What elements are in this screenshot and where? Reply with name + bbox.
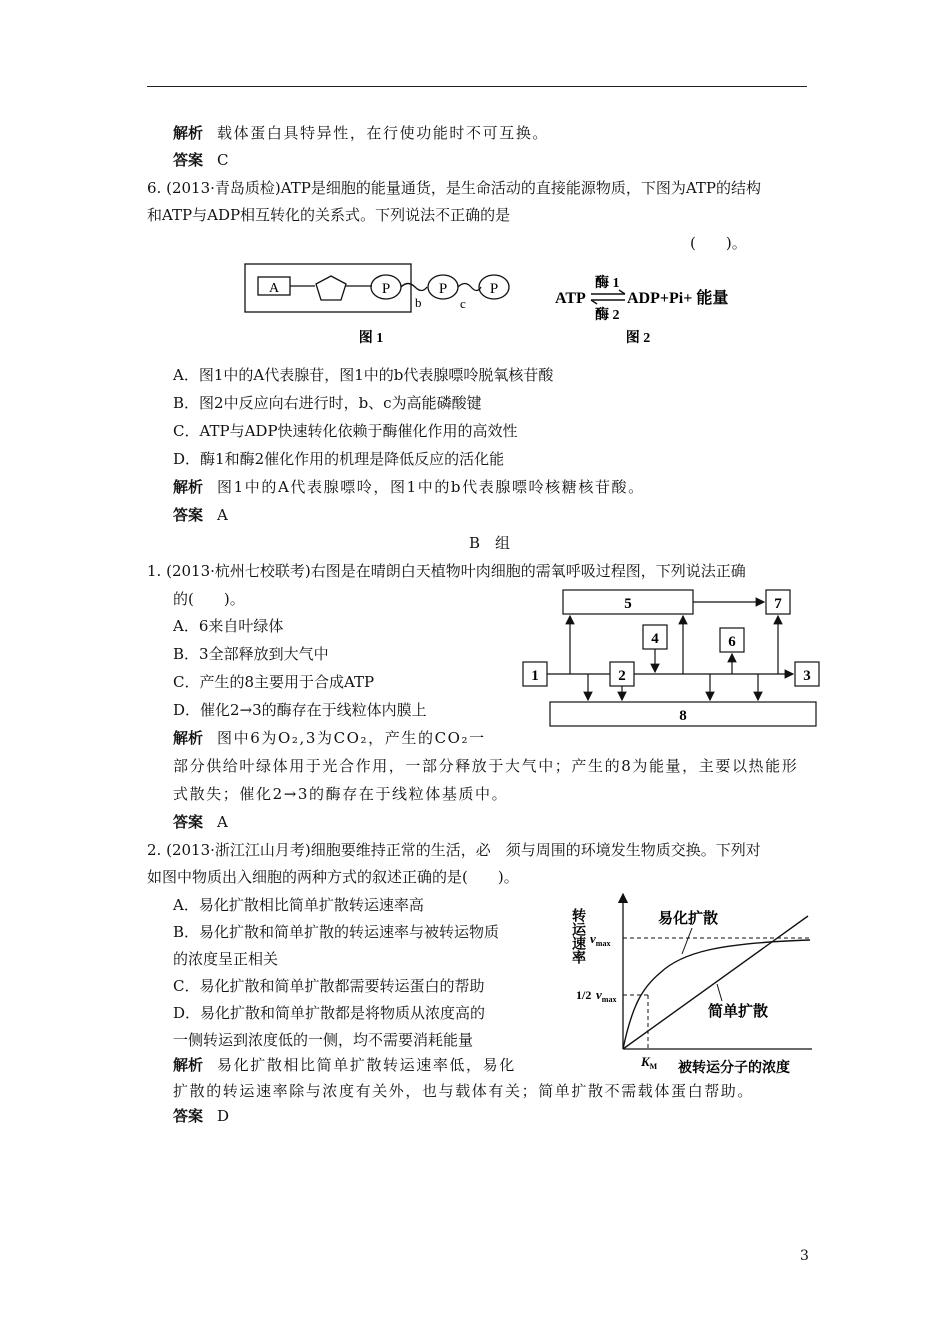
- svg-text:5: 5: [624, 596, 632, 612]
- b1-option-c: C．产生的8主要用于合成ATP: [173, 673, 375, 691]
- half-vmax-label: $v_{max}$: [596, 987, 617, 1004]
- svg-text:c: c: [460, 296, 466, 311]
- y-axis-label: 转运速率: [570, 908, 586, 964]
- q6-analysis: 解析 图1中的A代表腺嘌呤，图1中的b代表腺嘌呤核糖核苷酸。: [173, 478, 645, 496]
- svg-text:8: 8: [679, 708, 687, 724]
- b2-option-d-line2: 一侧转运到浓度低的一侧，均不需要消耗能量: [173, 1031, 474, 1049]
- curve2-label: 简单扩散: [708, 1002, 769, 1020]
- q6-option-b: B．图2中反应向右进行时，b、c为高能磷酸键: [173, 394, 482, 412]
- b2-option-c: C．易化扩散和简单扩散都需要转运蛋白的帮助: [173, 977, 485, 995]
- group-b-heading: B 组: [469, 534, 511, 552]
- b2-option-b-line1: B．易化扩散和简单扩散的转运速率与被转运物质: [173, 923, 500, 941]
- b2-answer: 答案 D: [173, 1107, 230, 1125]
- b1-stem-line1: 1. (2013·杭州七校联考)右图是在晴朗白天植物叶肉细胞的需氧呼吸过程图，下列说法正确: [147, 562, 746, 580]
- svg-text:4: 4: [651, 631, 659, 647]
- svg-text:酶 2: 酶 2: [595, 308, 620, 323]
- svg-text:酶 1: 酶 1: [595, 276, 620, 291]
- b2-option-b-line2: 的浓度呈正相关: [173, 950, 279, 968]
- svg-text:图 2: 图 2: [625, 331, 651, 346]
- facilitated-diffusion-curve: [623, 940, 810, 1049]
- respiration-diagram: [520, 585, 825, 730]
- svg-text:A: A: [268, 281, 280, 296]
- diffusion-rate-chart: [560, 888, 820, 1080]
- q6-answer: 答案 A: [173, 506, 228, 524]
- q5-analysis: 解析 载体蛋白具特异性，在行使功能时不可互换。: [173, 124, 550, 142]
- svg-text:P: P: [438, 281, 448, 297]
- b2-analysis-line1: 解析 易化扩散相比简单扩散转运速率低，易化: [173, 1056, 516, 1074]
- page-number: 3: [800, 1248, 809, 1264]
- curve1-label: 易化扩散: [658, 909, 719, 927]
- q6-stem-line2: 和ATP与ADP相互转化的关系式。下列说法不正确的是: [147, 206, 511, 224]
- svg-text:P: P: [381, 281, 391, 297]
- half-label: 1/2: [576, 988, 592, 1002]
- svg-text:ATP: ATP: [555, 290, 586, 307]
- b1-analysis-line2: 部分供给叶绿体用于光合作用，一部分释放于大气中；产生的8为能量，主要以热能形: [173, 757, 799, 775]
- atp-structure-figure: [243, 262, 518, 350]
- svg-text:7: 7: [774, 596, 782, 612]
- svg-text:b: b: [415, 295, 422, 310]
- b2-stem-line2: 如图中物质出入细胞的两种方式的叙述正确的是( )。: [147, 868, 519, 886]
- b1-analysis-line3: 式散失；催化2→3的酶存在于线粒体基质中。: [173, 785, 509, 803]
- b2-stem-line1: 2. (2013·浙江江山月考)细胞要维持正常的生活，必 须与周围的环境发生物质交换。下列对: [147, 841, 761, 859]
- svg-text:图 1: 图 1: [358, 331, 384, 346]
- svg-text:P: P: [489, 281, 499, 297]
- b1-stem-line2: 的( )。: [173, 590, 245, 608]
- q6-blank: ( )。: [690, 234, 747, 252]
- b2-option-d-line1: D．易化扩散和简单扩散都是将物质从浓度高的: [173, 1004, 486, 1022]
- b1-option-a: A．6来自叶绿体: [173, 617, 284, 635]
- b1-answer: 答案 A: [173, 813, 228, 831]
- q5-answer: 答案 C: [173, 151, 229, 169]
- q6-option-d: D．酶1和酶2催化作用的机理是降低反应的活化能: [173, 450, 505, 468]
- vmax-label: $v_{max}$: [590, 931, 611, 948]
- b1-analysis-line1: 解析 图中6为O₂,3为CO₂，产生的CO₂一: [173, 729, 486, 747]
- svg-text:2: 2: [618, 668, 626, 684]
- b2-analysis-line2: 扩散的转运速率除与浓度有关外，也与载体有关；简单扩散不需载体蛋白帮助。: [173, 1082, 755, 1100]
- svg-text:1: 1: [531, 668, 539, 684]
- atp-adp-equation-figure: [553, 270, 753, 350]
- b1-option-b: B．3全部释放到大气中: [173, 645, 329, 663]
- q6-stem-line1: 6. (2013·青岛质检)ATP是细胞的能量通货，是生命活动的直接能源物质，下图为ATP的结构: [147, 179, 761, 197]
- q6-option-a: A．图1中的A代表腺苷，图1中的b代表腺嘌呤脱氧核苷酸: [173, 366, 554, 384]
- svg-text:3: 3: [803, 668, 811, 684]
- svg-text:ADP+Pi+ 能量: ADP+Pi+ 能量: [627, 290, 729, 307]
- header-rule: [147, 86, 807, 87]
- svg-text:6: 6: [728, 634, 736, 650]
- q6-option-c: C．ATP与ADP快速转化依赖于酶催化作用的高效性: [173, 422, 518, 440]
- km-label: $K_M$: [641, 1054, 658, 1071]
- b2-option-a: A．易化扩散相比简单扩散转运速率高: [173, 896, 424, 914]
- b1-option-d: D．催化2→3的酶存在于线粒体内膜上: [173, 701, 427, 719]
- x-axis-label: 被转运分子的浓度: [678, 1060, 790, 1076]
